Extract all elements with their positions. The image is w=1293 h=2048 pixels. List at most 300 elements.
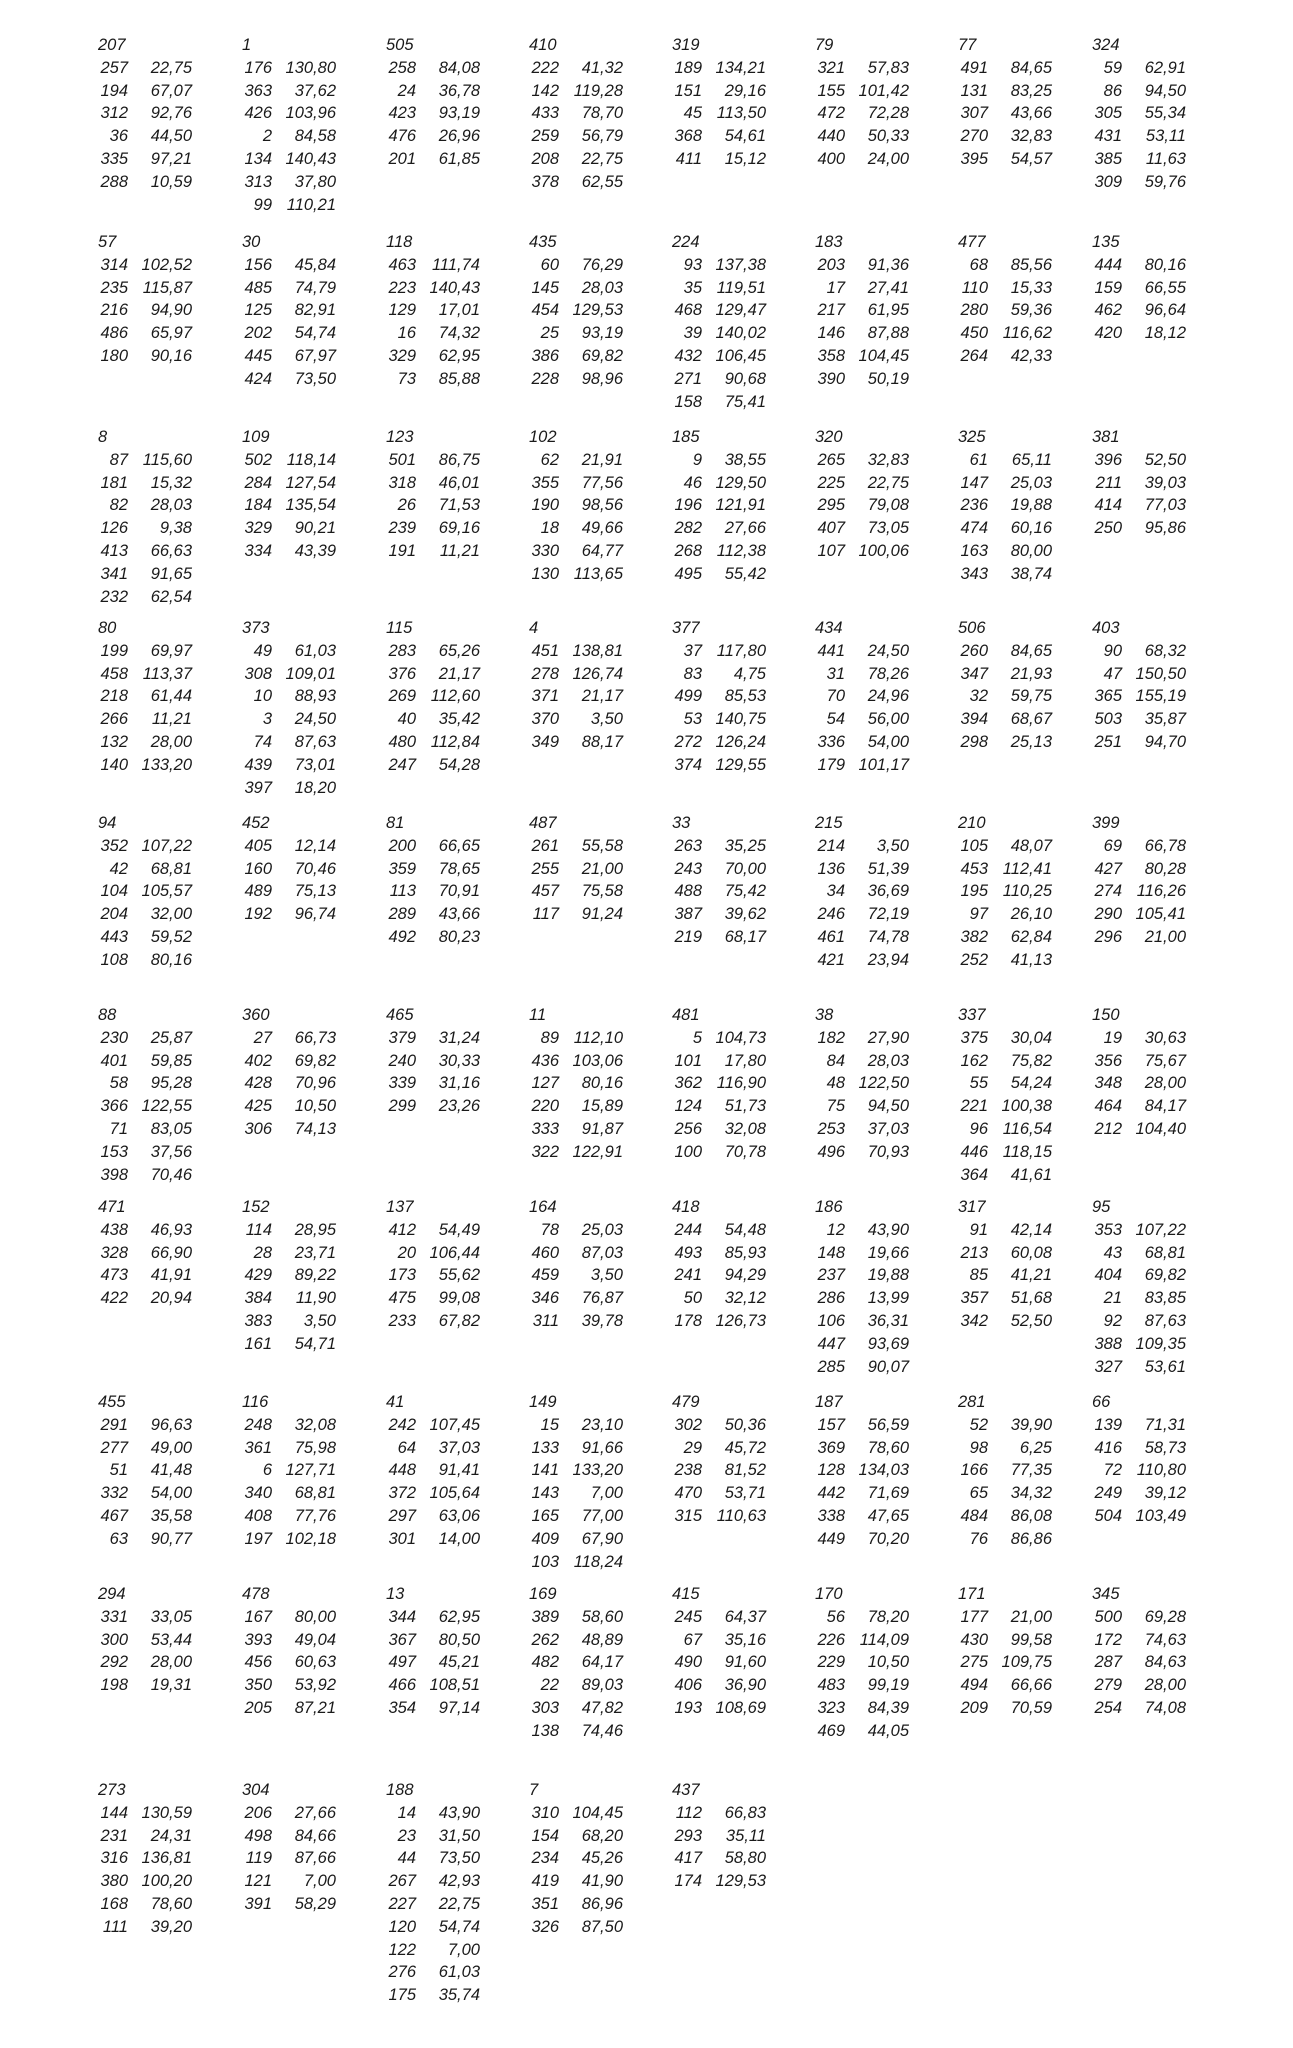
table-row — [1090, 835, 1194, 858]
table-row — [384, 858, 488, 881]
row-number: 391 — [244, 1894, 272, 1913]
table-row — [96, 685, 200, 708]
row-number: 271 — [674, 369, 702, 388]
number-group — [96, 34, 200, 194]
table-row — [384, 1674, 488, 1697]
row-value: 42,93 — [438, 1872, 480, 1891]
group-header: 38 — [815, 1006, 834, 1024]
table-row — [1090, 299, 1194, 322]
row-value: 127,54 — [285, 473, 336, 492]
group-header: 435 — [529, 233, 557, 251]
row-number: 20 — [397, 1243, 416, 1262]
row-value: 68,67 — [1010, 710, 1052, 729]
row-number: 400 — [817, 149, 845, 168]
row-number: 422 — [100, 1289, 128, 1308]
row-number: 440 — [817, 127, 845, 146]
table-row — [1090, 1072, 1194, 1095]
row-number: 78 — [540, 1220, 559, 1239]
row-number: 408 — [244, 1506, 272, 1525]
table-row — [240, 57, 344, 80]
row-value: 53,61 — [1144, 1357, 1186, 1376]
row-value: 84,17 — [1144, 1097, 1186, 1116]
row-value: 112,84 — [430, 732, 480, 751]
row-value: 45,26 — [581, 1849, 623, 1868]
row-number: 398 — [100, 1165, 128, 1184]
row-value: 83,05 — [150, 1119, 192, 1138]
table-row — [240, 708, 344, 731]
row-number: 46 — [683, 473, 702, 492]
row-number: 257 — [100, 58, 128, 77]
table-row — [956, 1482, 1060, 1505]
table-row — [956, 1606, 1060, 1629]
row-number: 239 — [388, 519, 416, 538]
row-value: 22,75 — [581, 149, 623, 168]
row-value: 71,53 — [438, 496, 480, 515]
group-header: 304 — [242, 1781, 270, 1799]
number-group — [240, 1583, 344, 1720]
row-value: 86,08 — [1010, 1506, 1052, 1525]
row-value: 87,63 — [1144, 1311, 1186, 1330]
row-value: 134,03 — [858, 1461, 909, 1480]
row-number: 502 — [244, 450, 272, 469]
row-number: 310 — [531, 1803, 559, 1822]
table-row — [240, 277, 344, 300]
table-row — [956, 1414, 1060, 1437]
table-row — [527, 1551, 631, 1574]
row-number: 307 — [960, 104, 988, 123]
row-value: 19,88 — [1010, 496, 1052, 515]
row-number: 488 — [674, 882, 702, 901]
table-row — [96, 1651, 200, 1674]
row-number: 334 — [244, 541, 272, 560]
table-row — [384, 880, 488, 903]
table-row — [813, 685, 917, 708]
table-row — [240, 1027, 344, 1050]
number-group — [96, 426, 200, 608]
table-row — [813, 640, 917, 663]
row-value: 30,63 — [1144, 1028, 1186, 1047]
table-row — [1090, 1697, 1194, 1720]
row-number: 189 — [674, 58, 702, 77]
group-header: 415 — [672, 1585, 700, 1603]
row-number: 482 — [531, 1653, 559, 1672]
group-header: 80 — [98, 619, 117, 637]
row-number: 58 — [109, 1074, 128, 1093]
row-number: 50 — [683, 1289, 702, 1308]
row-number: 442 — [817, 1484, 845, 1503]
row-value: 41,21 — [1010, 1266, 1052, 1285]
row-number: 405 — [244, 836, 272, 855]
table-row — [670, 1697, 774, 1720]
row-value: 137,38 — [715, 255, 766, 274]
row-value: 61,44 — [150, 687, 192, 706]
row-value: 75,42 — [724, 882, 766, 901]
row-value: 77,35 — [1010, 1461, 1052, 1480]
table-row — [1090, 731, 1194, 754]
table-row — [670, 1095, 774, 1118]
row-value: 23,71 — [294, 1243, 336, 1262]
table-row — [956, 540, 1060, 563]
table-row — [956, 1118, 1060, 1141]
row-value: 69,82 — [581, 346, 623, 365]
table-row — [96, 1802, 200, 1825]
row-number: 114 — [245, 1220, 272, 1239]
table-row — [813, 1287, 917, 1310]
table-row — [956, 1629, 1060, 1652]
row-number: 315 — [674, 1506, 702, 1525]
table-row — [527, 858, 631, 881]
row-value: 3,50 — [590, 1266, 623, 1285]
row-number: 139 — [1094, 1415, 1122, 1434]
row-value: 94,50 — [1144, 81, 1186, 100]
table-row — [956, 1264, 1060, 1287]
row-value: 28,03 — [581, 278, 623, 297]
row-value: 27,41 — [867, 278, 909, 297]
table-row — [956, 148, 1060, 171]
row-number: 104 — [100, 882, 128, 901]
row-number: 69 — [1103, 836, 1122, 855]
row-number: 5 — [692, 1028, 702, 1047]
table-row — [670, 1027, 774, 1050]
table-row — [956, 663, 1060, 686]
row-value: 62,54 — [150, 587, 192, 606]
row-value: 84,08 — [438, 58, 480, 77]
row-value: 51,68 — [1010, 1289, 1052, 1308]
row-value: 68,32 — [1144, 641, 1186, 660]
row-number: 451 — [531, 641, 559, 660]
row-value: 77,56 — [581, 473, 623, 492]
row-number: 201 — [388, 149, 416, 168]
row-number: 446 — [960, 1142, 988, 1161]
row-value: 71,69 — [867, 1484, 909, 1503]
row-number: 192 — [244, 905, 272, 924]
row-number: 212 — [1094, 1119, 1122, 1138]
row-number: 249 — [1094, 1484, 1122, 1503]
number-group — [240, 231, 344, 391]
row-value: 78,60 — [150, 1894, 192, 1913]
row-value: 80,16 — [150, 950, 192, 969]
row-value: 43,90 — [867, 1220, 909, 1239]
row-value: 48,89 — [581, 1630, 623, 1649]
row-value: 74,13 — [294, 1119, 336, 1138]
row-value: 39,20 — [150, 1917, 192, 1936]
row-value: 38,55 — [724, 450, 766, 469]
row-value: 78,20 — [867, 1607, 909, 1626]
row-number: 126 — [100, 519, 128, 538]
row-value: 19,88 — [867, 1266, 909, 1285]
table-row — [670, 858, 774, 881]
row-number: 311 — [532, 1311, 559, 1330]
row-number: 395 — [960, 149, 988, 168]
row-value: 19,31 — [150, 1676, 192, 1695]
row-number: 396 — [1094, 450, 1122, 469]
row-number: 138 — [531, 1721, 559, 1740]
table-row — [527, 80, 631, 103]
row-value: 24,31 — [150, 1826, 192, 1845]
table-row — [384, 1651, 488, 1674]
group-header: 481 — [672, 1006, 700, 1024]
row-number: 223 — [388, 278, 416, 297]
group-header: 373 — [242, 619, 270, 637]
number-group — [527, 1779, 631, 1939]
group-header: 403 — [1092, 619, 1120, 637]
table-row — [670, 1505, 774, 1528]
row-number: 234 — [531, 1849, 559, 1868]
table-row — [670, 880, 774, 903]
number-group — [1090, 1196, 1194, 1378]
table-row — [813, 1505, 917, 1528]
row-value: 42,33 — [1010, 346, 1052, 365]
number-group — [670, 1004, 774, 1164]
table-row — [527, 663, 631, 686]
table-row — [956, 926, 1060, 949]
row-number: 240 — [388, 1051, 416, 1070]
table-row — [813, 1437, 917, 1460]
row-value: 6,25 — [1019, 1438, 1052, 1457]
table-row — [527, 1505, 631, 1528]
group-header: 81 — [386, 814, 405, 832]
group-header: 210 — [958, 814, 986, 832]
table-row — [240, 1505, 344, 1528]
table-row — [813, 1528, 917, 1551]
row-number: 158 — [674, 392, 702, 411]
table-row — [240, 1219, 344, 1242]
number-group — [956, 1391, 1060, 1551]
number-group — [670, 1196, 774, 1333]
row-value: 28,03 — [150, 496, 192, 515]
row-number: 383 — [244, 1311, 272, 1330]
table-row — [240, 299, 344, 322]
row-number: 205 — [244, 1698, 272, 1717]
number-group — [956, 231, 1060, 368]
group-header: 164 — [529, 1198, 557, 1216]
row-number: 411 — [675, 149, 702, 168]
row-value: 115,60 — [142, 450, 192, 469]
row-number: 72 — [1103, 1461, 1122, 1480]
row-value: 69,28 — [1144, 1607, 1186, 1626]
row-value: 117,80 — [716, 641, 766, 660]
table-row — [1090, 1219, 1194, 1242]
number-group — [813, 1391, 917, 1551]
row-value: 58,60 — [581, 1607, 623, 1626]
row-value: 122,91 — [572, 1142, 623, 1161]
table-row — [240, 1414, 344, 1437]
table-row — [813, 540, 917, 563]
row-number: 460 — [531, 1243, 559, 1262]
row-number: 466 — [388, 1676, 416, 1695]
row-value: 87,03 — [581, 1243, 623, 1262]
table-row — [527, 1916, 631, 1939]
row-number: 353 — [1094, 1220, 1122, 1239]
table-row — [527, 1050, 631, 1073]
row-number: 211 — [1095, 473, 1122, 492]
row-value: 103,96 — [285, 104, 336, 123]
row-value: 94,70 — [1144, 732, 1186, 751]
row-number: 131 — [960, 81, 988, 100]
table-row — [527, 1606, 631, 1629]
table-row — [670, 1651, 774, 1674]
row-value: 41,13 — [1010, 950, 1052, 969]
row-number: 45 — [683, 104, 702, 123]
row-value: 74,79 — [294, 278, 336, 297]
table-row — [240, 835, 344, 858]
row-number: 54 — [826, 710, 845, 729]
row-number: 489 — [244, 882, 272, 901]
row-value: 19,66 — [867, 1243, 909, 1262]
row-value: 140,02 — [715, 324, 766, 343]
row-value: 53,44 — [150, 1630, 192, 1649]
row-number: 461 — [817, 927, 845, 946]
row-number: 99 — [253, 195, 272, 214]
row-value: 25,13 — [1010, 732, 1052, 751]
row-number: 43 — [1103, 1243, 1122, 1262]
table-row — [670, 57, 774, 80]
row-value: 25,87 — [150, 1028, 192, 1047]
row-value: 60,63 — [294, 1653, 336, 1672]
row-value: 62,95 — [438, 1607, 480, 1626]
row-value: 12,14 — [294, 836, 336, 855]
row-value: 80,23 — [438, 927, 480, 946]
row-number: 75 — [826, 1097, 845, 1116]
row-value: 50,33 — [867, 127, 909, 146]
row-number: 198 — [100, 1676, 128, 1695]
group-header: 317 — [958, 1198, 986, 1216]
row-value: 15,12 — [724, 149, 766, 168]
table-row — [384, 57, 488, 80]
row-value: 24,50 — [294, 710, 336, 729]
number-group — [96, 231, 200, 368]
table-row — [1090, 1118, 1194, 1141]
table-row — [96, 1505, 200, 1528]
table-row — [956, 1141, 1060, 1164]
row-number: 341 — [100, 564, 128, 583]
table-row — [240, 1528, 344, 1551]
group-header: 169 — [529, 1585, 557, 1603]
row-value: 9,38 — [159, 519, 192, 538]
row-value: 108,51 — [429, 1676, 480, 1695]
row-number: 219 — [674, 927, 702, 946]
row-number: 56 — [826, 1607, 845, 1626]
table-row — [813, 926, 917, 949]
row-value: 69,82 — [294, 1051, 336, 1070]
group-header: 102 — [529, 428, 557, 446]
row-number: 91 — [969, 1220, 988, 1239]
row-value: 70,00 — [724, 859, 766, 878]
table-row — [956, 640, 1060, 663]
table-row — [96, 1414, 200, 1437]
row-value: 83,25 — [1010, 81, 1052, 100]
table-row — [96, 1219, 200, 1242]
table-row — [956, 1528, 1060, 1551]
row-number: 146 — [817, 324, 845, 343]
table-row — [384, 1287, 488, 1310]
table-row — [240, 1287, 344, 1310]
group-header: 381 — [1092, 428, 1120, 446]
row-number: 362 — [674, 1074, 702, 1093]
table-row — [813, 1482, 917, 1505]
row-number: 220 — [531, 1097, 559, 1116]
table-row — [240, 1437, 344, 1460]
table-row — [670, 517, 774, 540]
row-number: 340 — [244, 1484, 272, 1503]
number-group — [240, 426, 344, 563]
group-header: 185 — [672, 428, 700, 446]
row-number: 161 — [244, 1334, 272, 1353]
row-number: 265 — [817, 450, 845, 469]
row-number: 168 — [100, 1894, 128, 1913]
table-row — [96, 1027, 200, 1050]
row-number: 231 — [100, 1826, 128, 1845]
row-value: 20,94 — [150, 1289, 192, 1308]
group-header: 479 — [672, 1393, 700, 1411]
row-value: 35,16 — [724, 1630, 766, 1649]
row-number: 348 — [1094, 1074, 1122, 1093]
table-row — [384, 903, 488, 926]
table-row — [813, 1118, 917, 1141]
row-value: 58,80 — [724, 1849, 766, 1868]
table-row — [240, 1606, 344, 1629]
row-value: 73,50 — [294, 369, 336, 388]
table-row — [1090, 663, 1194, 686]
row-number: 407 — [817, 519, 845, 538]
row-value: 22,75 — [867, 473, 909, 492]
row-value: 22,75 — [438, 1894, 480, 1913]
row-number: 379 — [388, 1028, 416, 1047]
table-row — [384, 277, 488, 300]
row-value: 45,72 — [724, 1438, 766, 1457]
row-value: 47,65 — [867, 1506, 909, 1525]
row-value: 66,83 — [724, 1803, 766, 1822]
row-number: 31 — [826, 664, 845, 683]
row-number: 55 — [969, 1074, 988, 1093]
row-value: 60,16 — [1010, 519, 1052, 538]
row-number: 361 — [244, 1438, 272, 1457]
row-number: 356 — [1094, 1051, 1122, 1070]
row-value: 74,08 — [1144, 1698, 1186, 1717]
table-row — [956, 731, 1060, 754]
table-row — [96, 148, 200, 171]
row-number: 483 — [817, 1676, 845, 1695]
row-number: 221 — [960, 1097, 988, 1116]
table-row — [1090, 1242, 1194, 1265]
row-number: 16 — [397, 324, 416, 343]
row-value: 73,05 — [867, 519, 909, 538]
row-value: 84,63 — [1144, 1653, 1186, 1672]
row-value: 31,50 — [438, 1826, 480, 1845]
row-number: 443 — [100, 927, 128, 946]
row-number: 322 — [531, 1142, 559, 1161]
number-group — [813, 617, 917, 777]
row-value: 72,19 — [867, 905, 909, 924]
row-number: 475 — [388, 1289, 416, 1308]
row-number: 365 — [1094, 687, 1122, 706]
table-row — [384, 1027, 488, 1050]
table-row — [527, 1219, 631, 1242]
row-value: 41,91 — [150, 1266, 192, 1285]
table-row — [527, 1414, 631, 1437]
row-number: 125 — [244, 301, 272, 320]
row-number: 143 — [531, 1484, 559, 1503]
table-row — [1090, 102, 1194, 125]
row-value: 77,03 — [1144, 496, 1186, 515]
table-row — [670, 80, 774, 103]
row-number: 203 — [817, 255, 845, 274]
number-group — [813, 426, 917, 563]
row-number: 25 — [540, 324, 559, 343]
row-value: 39,03 — [1144, 473, 1186, 492]
table-row — [670, 368, 774, 391]
table-row — [527, 299, 631, 322]
